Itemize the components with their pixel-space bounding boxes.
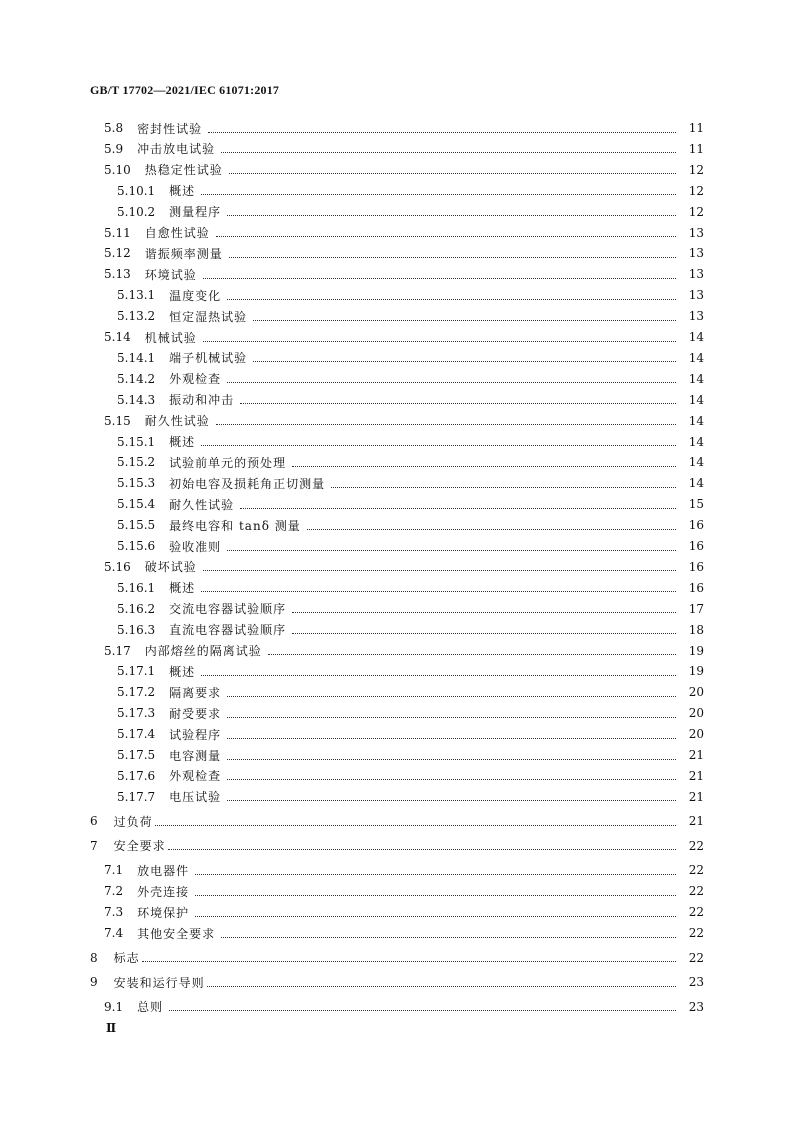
toc-entry-number: 5.13.2 — [117, 309, 156, 324]
toc-entry-number: 5.10 — [104, 162, 131, 177]
toc-entry[interactable] — [0, 306, 794, 326]
toc-dot-leader — [227, 542, 676, 551]
toc-entry-title: 标志 — [113, 951, 140, 965]
toc-entry-page: 22 — [688, 950, 704, 965]
toc-entry-title: 电压试验 — [169, 790, 222, 805]
toc-entry-title: 自愈性试验 — [144, 226, 210, 240]
toc-entry-title: 概述 — [169, 435, 196, 449]
toc-entry[interactable] — [0, 160, 794, 180]
toc-dot-leader — [229, 249, 676, 258]
toc-entry[interactable] — [0, 223, 794, 243]
toc-entry-title: 环境试验 — [144, 267, 197, 282]
toc-entry-title: 热稳定性试验 — [144, 163, 223, 178]
toc-entry-title: 耐久性试验 — [144, 414, 210, 429]
toc-entry[interactable] — [0, 118, 794, 138]
toc-entry-title: 耐受要求 — [169, 706, 222, 721]
toc-entry[interactable] — [0, 881, 794, 901]
toc-dot-leader — [253, 312, 676, 321]
toc-entry-number: 5.17.3 — [117, 706, 156, 721]
toc-entry-title: 验收准则 — [169, 539, 222, 554]
toc-entry[interactable] — [0, 411, 794, 431]
toc-entry-number: 5.17.2 — [117, 685, 156, 700]
toc-entry-number: 5.16.1 — [117, 580, 156, 595]
toc-entry[interactable] — [0, 264, 794, 284]
toc-entry-title: 其他安全要求 — [137, 926, 216, 941]
toc-entry[interactable] — [0, 202, 794, 222]
toc-entry-page: 21 — [688, 789, 704, 804]
toc-dot-leader — [292, 625, 676, 634]
toc-entry[interactable] — [0, 327, 794, 347]
toc-dot-leader — [201, 583, 676, 592]
toc-dot-leader — [207, 978, 676, 987]
toc-entry-number: 5.10.2 — [117, 204, 156, 219]
toc-entry[interactable] — [0, 536, 794, 556]
toc-dot-leader — [142, 953, 676, 962]
toc-entry[interactable] — [0, 682, 794, 702]
toc-entry-title: 概述 — [169, 581, 196, 596]
toc-entry[interactable] — [0, 724, 794, 744]
toc-entry[interactable] — [0, 661, 794, 681]
toc-entry-page: 16 — [688, 539, 704, 553]
toc-entry-title: 试验前单元的预处理 — [169, 455, 287, 470]
toc-entry[interactable] — [0, 369, 794, 389]
toc-dot-leader — [227, 730, 676, 739]
toc-entry-page: 19 — [688, 664, 704, 679]
toc-entry-title: 密封性试验 — [137, 121, 203, 136]
toc-entry-title: 振动和冲击 — [169, 393, 235, 408]
toc-entry-title: 端子机械试验 — [169, 351, 248, 366]
toc-entry[interactable] — [0, 181, 794, 201]
toc-entry-number: 5.14.2 — [117, 371, 156, 386]
toc-entry-title: 谐振频率测量 — [144, 246, 223, 261]
toc-entry-page: 16 — [688, 580, 704, 595]
toc-dot-leader — [229, 165, 676, 174]
toc-entry-page: 23 — [688, 975, 704, 989]
toc-entry-number: 7.1 — [104, 863, 124, 878]
toc-entry[interactable] — [0, 860, 794, 880]
toc-entry-page: 21 — [688, 768, 704, 783]
toc-entry-title: 测量程序 — [169, 205, 222, 220]
toc-entry-title: 温度变化 — [169, 288, 222, 303]
toc-entry-page: 20 — [688, 685, 704, 700]
toc-entry-page: 16 — [688, 559, 704, 574]
toc-dot-leader — [201, 186, 676, 195]
toc-entry-number: 5.11 — [104, 225, 131, 240]
toc-entry-number: 5.9 — [104, 141, 124, 156]
toc-entry[interactable] — [0, 599, 794, 619]
toc-entry-page: 13 — [688, 267, 704, 282]
toc-entry[interactable] — [0, 703, 794, 723]
toc-entry-title: 冲击放电试验 — [137, 142, 216, 157]
toc-entry-number: 5.15.1 — [117, 434, 156, 449]
toc-entry[interactable] — [0, 997, 794, 1017]
toc-entry-page: 11 — [688, 121, 704, 135]
toc-entry-title: 安装和运行导则 — [113, 975, 205, 990]
toc-entry-title: 外观检查 — [169, 372, 222, 387]
toc-dot-leader — [203, 562, 676, 571]
toc-entry-number: 7 — [90, 838, 98, 853]
toc-dot-leader — [240, 395, 676, 404]
toc-entry-page: 14 — [688, 392, 704, 407]
toc-entry-number: 5.14.1 — [117, 350, 156, 365]
toc-entry-number: 5.14 — [104, 330, 131, 344]
toc-dot-leader — [195, 866, 676, 875]
toc-entry[interactable] — [0, 836, 794, 856]
toc-entry[interactable] — [0, 787, 794, 807]
toc-entry-page: 13 — [688, 246, 704, 261]
toc-dot-leader — [268, 646, 676, 655]
toc-entry[interactable] — [0, 473, 794, 493]
toc-entry-page: 22 — [688, 926, 704, 940]
toc-entry-title: 隔离要求 — [169, 685, 222, 700]
toc-entry-number: 7.4 — [104, 926, 124, 940]
toc-dot-leader — [221, 144, 676, 153]
toc-entry-page: 15 — [688, 497, 704, 512]
toc-dot-leader — [216, 228, 676, 237]
toc-dot-leader — [203, 270, 676, 279]
toc-entry[interactable] — [0, 452, 794, 472]
toc-entry-title: 交流电容器试验顺序 — [169, 602, 287, 617]
toc-entry-number: 5.15 — [104, 413, 131, 428]
toc-dot-leader — [227, 688, 676, 697]
toc-entry-number: 9 — [90, 975, 98, 989]
toc-entry-page: 14 — [688, 455, 704, 470]
toc-entry-title: 环境保护 — [137, 905, 190, 920]
toc-entry-number: 5.16.3 — [117, 622, 156, 637]
toc-entry-number: 5.17.1 — [117, 664, 156, 679]
toc-entry-number: 6 — [90, 814, 98, 829]
toc-entry-page: 22 — [688, 863, 704, 878]
toc-entry[interactable] — [0, 494, 794, 514]
toc-entry-number: 8 — [90, 950, 98, 965]
toc-entry-number: 9.1 — [104, 999, 124, 1014]
toc-entry[interactable] — [0, 641, 794, 661]
toc-dot-leader — [221, 929, 676, 938]
toc-entry-title: 过负荷 — [113, 814, 153, 829]
toc-entry-number: 5.13 — [104, 267, 131, 282]
toc-dot-leader — [227, 207, 676, 216]
toc-entry-page: 14 — [688, 476, 704, 491]
toc-entry-title: 直流电容器试验顺序 — [169, 623, 287, 638]
toc-dot-leader — [331, 479, 676, 488]
toc-entry-title: 耐久性试验 — [169, 497, 235, 512]
toc-entry-page: 14 — [688, 434, 704, 449]
toc-dot-leader — [253, 353, 676, 362]
toc-entry[interactable] — [0, 515, 794, 535]
toc-entry-page: 12 — [688, 162, 704, 177]
toc-entry-page: 20 — [688, 706, 704, 721]
toc-entry-title: 初始电容及损耗角正切测量 — [169, 476, 326, 491]
toc-entry-page: 13 — [688, 225, 704, 240]
toc-entry-number: 5.10.1 — [117, 183, 156, 198]
toc-entry-page: 14 — [688, 330, 704, 344]
toc-entry-page: 18 — [688, 622, 704, 637]
toc-entry-page: 20 — [688, 727, 704, 742]
toc-dot-leader — [240, 500, 676, 509]
page-number: Ⅱ — [106, 1021, 117, 1035]
toc-entry[interactable] — [0, 432, 794, 452]
toc-entry[interactable] — [0, 902, 794, 922]
toc-entry-title: 电容测量 — [169, 748, 222, 763]
toc-entry-title: 恒定湿热试验 — [169, 309, 248, 324]
toc-entry-page: 22 — [688, 884, 704, 899]
toc-entry-number: 5.15.6 — [117, 539, 156, 553]
toc-entry-page: 22 — [688, 838, 704, 853]
toc-entry[interactable] — [0, 811, 794, 831]
toc-dot-leader — [201, 437, 676, 446]
toc-entry-page: 21 — [688, 814, 704, 829]
toc-entry-title: 放电器件 — [137, 863, 190, 878]
toc-entry-page: 16 — [688, 518, 704, 533]
toc-dot-leader — [227, 751, 676, 760]
toc-entry-page: 17 — [688, 601, 704, 616]
toc-entry-page: 21 — [688, 748, 704, 762]
toc-dot-leader — [203, 333, 676, 342]
toc-entry[interactable] — [0, 766, 794, 786]
toc-entry-title: 破坏试验 — [144, 560, 197, 575]
toc-entry-number: 5.15.4 — [117, 497, 156, 512]
toc-entry-title: 机械试验 — [144, 330, 197, 345]
toc-entry[interactable] — [0, 948, 794, 968]
toc-entry-page: 13 — [688, 309, 704, 324]
toc-dot-leader — [195, 908, 676, 917]
toc-entry[interactable] — [0, 285, 794, 305]
toc-entry-title: 概述 — [169, 184, 196, 199]
toc-entry-number: 5.15.2 — [117, 455, 156, 470]
toc-entry-page: 22 — [688, 905, 704, 920]
toc-entry-title: 外壳连接 — [137, 884, 190, 899]
toc-entry-number: 5.14.3 — [117, 392, 156, 407]
toc-dot-leader — [155, 817, 676, 826]
toc-entry[interactable] — [0, 243, 794, 263]
toc-entry-page: 12 — [688, 183, 704, 198]
toc-entry-number: 5.8 — [104, 121, 124, 135]
toc-entry-number: 5.17.5 — [117, 748, 156, 762]
toc-entry-title: 总则 — [137, 1000, 164, 1014]
toc-dot-leader — [208, 124, 676, 133]
toc-entry[interactable] — [0, 923, 794, 943]
toc-entry-number: 7.2 — [104, 884, 124, 899]
toc-entry-title: 外观检查 — [169, 769, 222, 784]
toc-dot-leader — [227, 792, 676, 801]
toc-dot-leader — [227, 709, 676, 718]
toc-entry-title: 试验程序 — [169, 727, 222, 742]
toc-entry-number: 5.15.3 — [117, 476, 156, 491]
toc-entry-number: 5.12 — [104, 246, 131, 261]
toc-dot-leader — [216, 416, 676, 425]
toc-entry-title: 内部熔丝的隔离试验 — [144, 644, 262, 658]
toc-dot-leader — [201, 667, 676, 676]
toc-entry[interactable] — [0, 745, 794, 765]
toc-entry-page: 11 — [688, 141, 704, 156]
toc-entry-number: 7.3 — [104, 905, 124, 920]
toc-entry-number: 5.16 — [104, 559, 131, 574]
toc-entry[interactable] — [0, 557, 794, 577]
toc-entry-page: 14 — [688, 350, 704, 365]
toc-entry[interactable] — [0, 348, 794, 368]
toc-entry-number: 5.15.5 — [117, 518, 156, 533]
toc-entry-page: 12 — [688, 204, 704, 219]
toc-entry-page: 13 — [688, 288, 704, 303]
toc-entry-page: 19 — [688, 643, 704, 658]
toc-entry-number: 5.17.7 — [117, 789, 156, 804]
toc-entry[interactable] — [0, 972, 794, 992]
toc-dot-leader — [292, 458, 676, 467]
document-header: GB/T 17702—2021/IEC 61071:2017 — [90, 83, 280, 97]
toc-entry-title: 安全要求 — [113, 839, 166, 854]
toc-dot-leader — [169, 1002, 676, 1011]
toc-entry-number: 5.13.1 — [117, 288, 156, 303]
toc-dot-leader — [227, 374, 676, 383]
toc-entry[interactable] — [0, 620, 794, 640]
toc-entry[interactable] — [0, 578, 794, 598]
toc-dot-leader — [195, 887, 676, 896]
toc-entry-title: 概述 — [169, 664, 196, 679]
toc-entry-number: 5.17 — [104, 643, 131, 658]
toc-entry-title: 最终电容和 tanδ 测量 — [169, 518, 301, 533]
toc-dot-leader — [227, 771, 676, 780]
toc-entry-page: 14 — [688, 371, 704, 386]
toc-dot-leader — [227, 291, 676, 300]
toc-dot-leader — [307, 521, 676, 530]
toc-dot-leader — [292, 604, 676, 613]
toc-entry-page: 14 — [688, 413, 704, 428]
toc-entry-number: 5.17.6 — [117, 768, 156, 783]
toc-entry-number: 5.17.4 — [117, 727, 156, 742]
toc-entry-page: 23 — [688, 999, 704, 1014]
toc-entry[interactable] — [0, 390, 794, 410]
toc-entry-number: 5.16.2 — [117, 601, 156, 616]
toc-entry[interactable] — [0, 139, 794, 159]
toc-dot-leader — [168, 841, 676, 850]
